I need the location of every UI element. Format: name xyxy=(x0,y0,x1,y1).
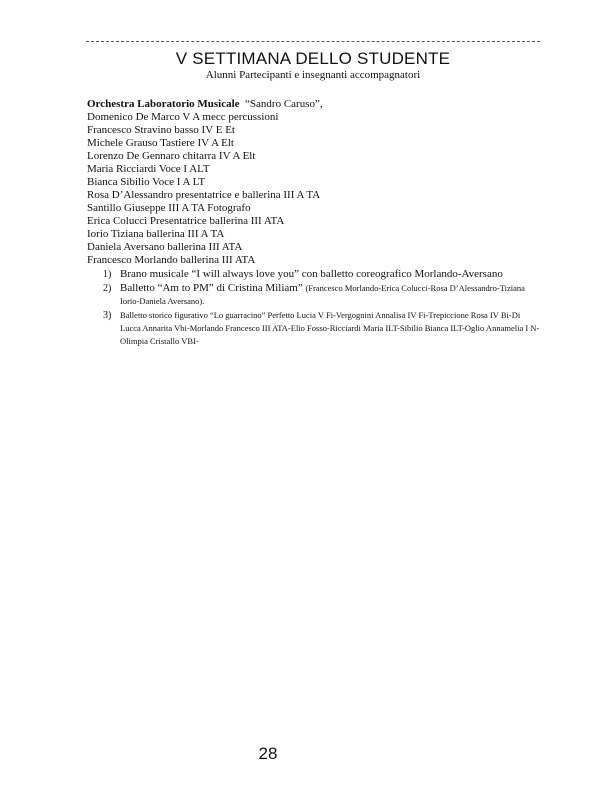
page-subtitle: Alunni Partecipanti e insegnanti accompagnatori xyxy=(205,69,421,81)
participant-line: Francesco Morlando ballerina III ATA xyxy=(87,254,256,266)
participant-line: Santillo Giuseppe III A TA Fotografo xyxy=(87,202,251,214)
page-number: 28 xyxy=(258,744,278,763)
participant-line: Daniela Aversano ballerina III ATA xyxy=(87,241,243,253)
participant-line: Bianca Sibilio Voce I A LT xyxy=(87,176,206,188)
participant-line: Michele Grauso Tastiere IV A Elt xyxy=(87,137,234,149)
item-text: Brano musicale “I will always love you” con balletto coreografico Morlando-Aversano xyxy=(120,268,503,280)
orchestra-leader: “Sandro Caruso”, xyxy=(245,98,323,110)
performance-list xyxy=(87,268,542,348)
participant-line: Lorenzo De Gennaro chitarra IV A Elt xyxy=(87,150,256,162)
item-text: Balletto storico figurativo “Lo guarracino” Perfetto Lucia V Fi-Vergognini Annalisa IV Fi-Trepiccione Rosa IV Bi-Di Lucca Annarita Vbi-Morlando Francesco III ATA-Elio Fosso-Ricciardi Maria ILT-Sibilio Bianca ILT-Oglio Annamelia I N- Olimpia Cristallo VBI- xyxy=(120,310,540,346)
participant-line: Francesco Stravino basso IV E Et xyxy=(87,124,235,136)
item-number: 3) xyxy=(103,310,112,321)
orchestra-heading-line xyxy=(87,98,542,111)
page-title: V SETTIMANA DELLO STUDENTE xyxy=(175,49,451,68)
performance-item xyxy=(87,268,542,281)
item-detail: (Francesco Morlando-Erica Colucci-Rosa D’Alessandro-Tiziana Iorio-Daniela Aversano). xyxy=(120,283,525,306)
item-text: Balletto “Am to PM” di Cristina Miliam” xyxy=(120,282,303,294)
performance-item xyxy=(87,282,542,308)
participant-line: Rosa D’Alessandro presentatrice e ballerina III A TA xyxy=(87,189,321,201)
participant-line: Erica Colucci Presentatrice ballerina III ATA xyxy=(87,215,285,227)
participant-line: Maria Ricciardi Voce I ALT xyxy=(87,163,210,175)
participant-line: Iorio Tiziana ballerina III A TA xyxy=(87,228,225,240)
dashed-divider xyxy=(86,41,540,42)
orchestra-heading: Orchestra Laboratorio Musicale xyxy=(87,98,240,110)
participant-line: Domenico De Marco V A mecc percussioni xyxy=(87,111,279,123)
item-number: 1) xyxy=(103,269,112,280)
document-body xyxy=(87,98,542,348)
performance-item xyxy=(87,309,542,348)
item-number: 2) xyxy=(103,283,112,294)
